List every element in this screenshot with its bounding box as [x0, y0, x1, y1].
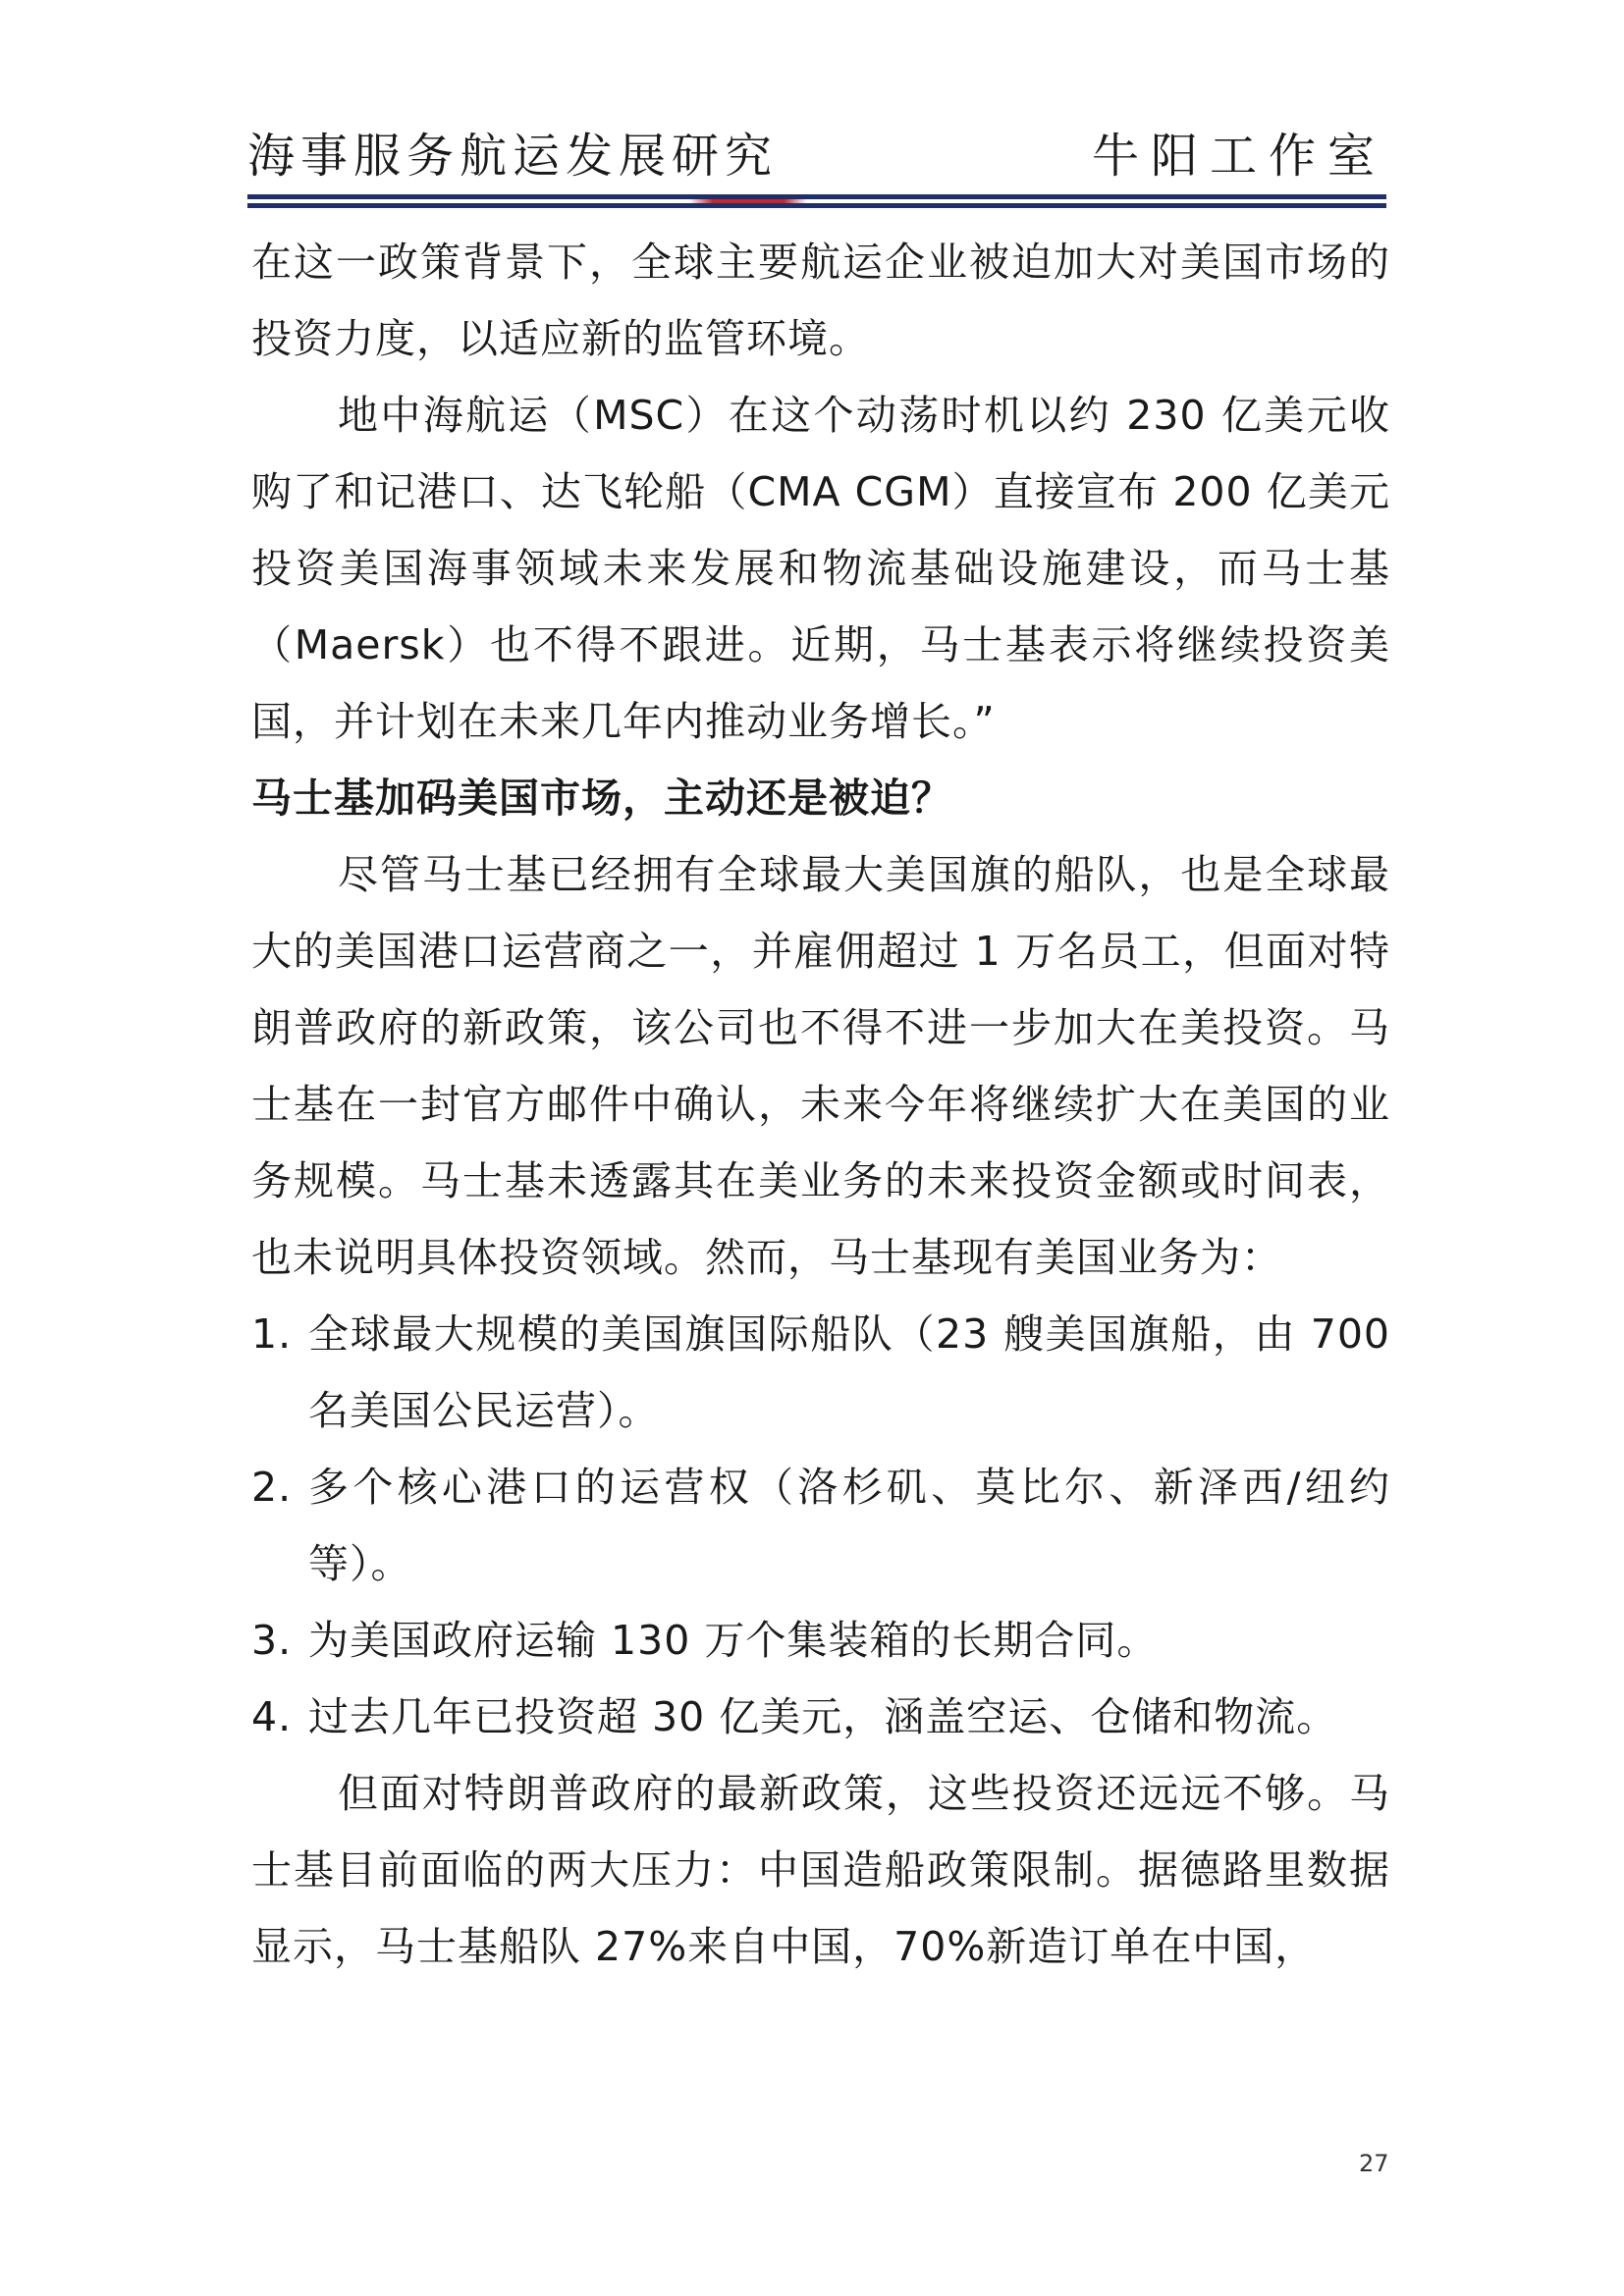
header-studio-name: 牛阳工作室: [1091, 129, 1386, 184]
header-title: 海事服务航运发展研究: [247, 129, 779, 184]
section-heading: 马士基加码美国市场，主动还是被迫？: [251, 774, 952, 822]
paragraph-policy-context: 在这一政策背景下，全球主要航运企业被迫加大对美国市场的投资力度，以适应新的监管环境。: [251, 239, 1390, 362]
list-item-number: 2.: [251, 1464, 293, 1511]
list-item: [251, 1602, 1390, 1679]
paragraph-pressures: 但面对特朗普政府的最新政策，这些投资还远远不够。马士基目前面临的两大压力：中国造船政策限制。据德路里数据显示，马士基船队 27%来自中国，70%新造订单在中国，: [251, 1770, 1390, 1970]
list-item: [251, 1679, 1390, 1755]
list-item-text: 多个核心港口的运营权（洛杉矶、莫比尔、新泽西/纽约等）。: [308, 1464, 1390, 1587]
paragraph-competitors: 地中海航运（MSC）在这个动荡时机以约 230 亿美元收购了和记港口、达飞轮船（CMA CGM）直接宣布 200 亿美元投资美国海事领域未来发展和物流基础设施建设，而马士基（Maersk）也不得不跟进。近期，马士基表示将继续投资美国，并计划在未来几年内推动业务增长。”: [251, 392, 1390, 745]
header-divider-top-line: [247, 194, 1386, 199]
header-divider-bottom-line: [247, 203, 1386, 208]
list-item: [251, 1449, 1390, 1602]
paragraph-maersk-business: 尽管马士基已经拥有全球最大美国旗的船队，也是全球最大的美国港口运营商之一，并雇佣超过 1 万名员工，但面对特朗普政府的新政策，该公司也不得不进一步加大在美投资。马士基在一封官方邮件中确认，未来今年将继续扩大在美国的业务规模。马士基未透露其在美业务的未来投资金额或时间表，也未说明具体投资领域。然而，马士基现有美国业务为：: [251, 851, 1390, 1281]
list-item-text: 过去几年已投资超 30 亿美元，涵盖空运、仓储和物流。: [308, 1693, 1338, 1740]
page-number: 27: [1359, 2150, 1389, 2177]
list-item-text: 为美国政府运输 130 万个集装箱的长期合同。: [308, 1617, 1159, 1664]
list-item-number: 3.: [251, 1617, 293, 1664]
business-list: [251, 1296, 1390, 1755]
list-item-text: 全球最大规模的美国旗国际船队（23 艘美国旗船，由 700 名美国公民运营）。: [308, 1310, 1390, 1434]
list-item-number: 1.: [251, 1310, 293, 1358]
article-body: [251, 224, 1390, 1985]
list-item: [251, 1296, 1390, 1449]
list-item-number: 4.: [251, 1693, 293, 1740]
header-divider: [247, 194, 1386, 208]
page-header: [247, 126, 1386, 194]
